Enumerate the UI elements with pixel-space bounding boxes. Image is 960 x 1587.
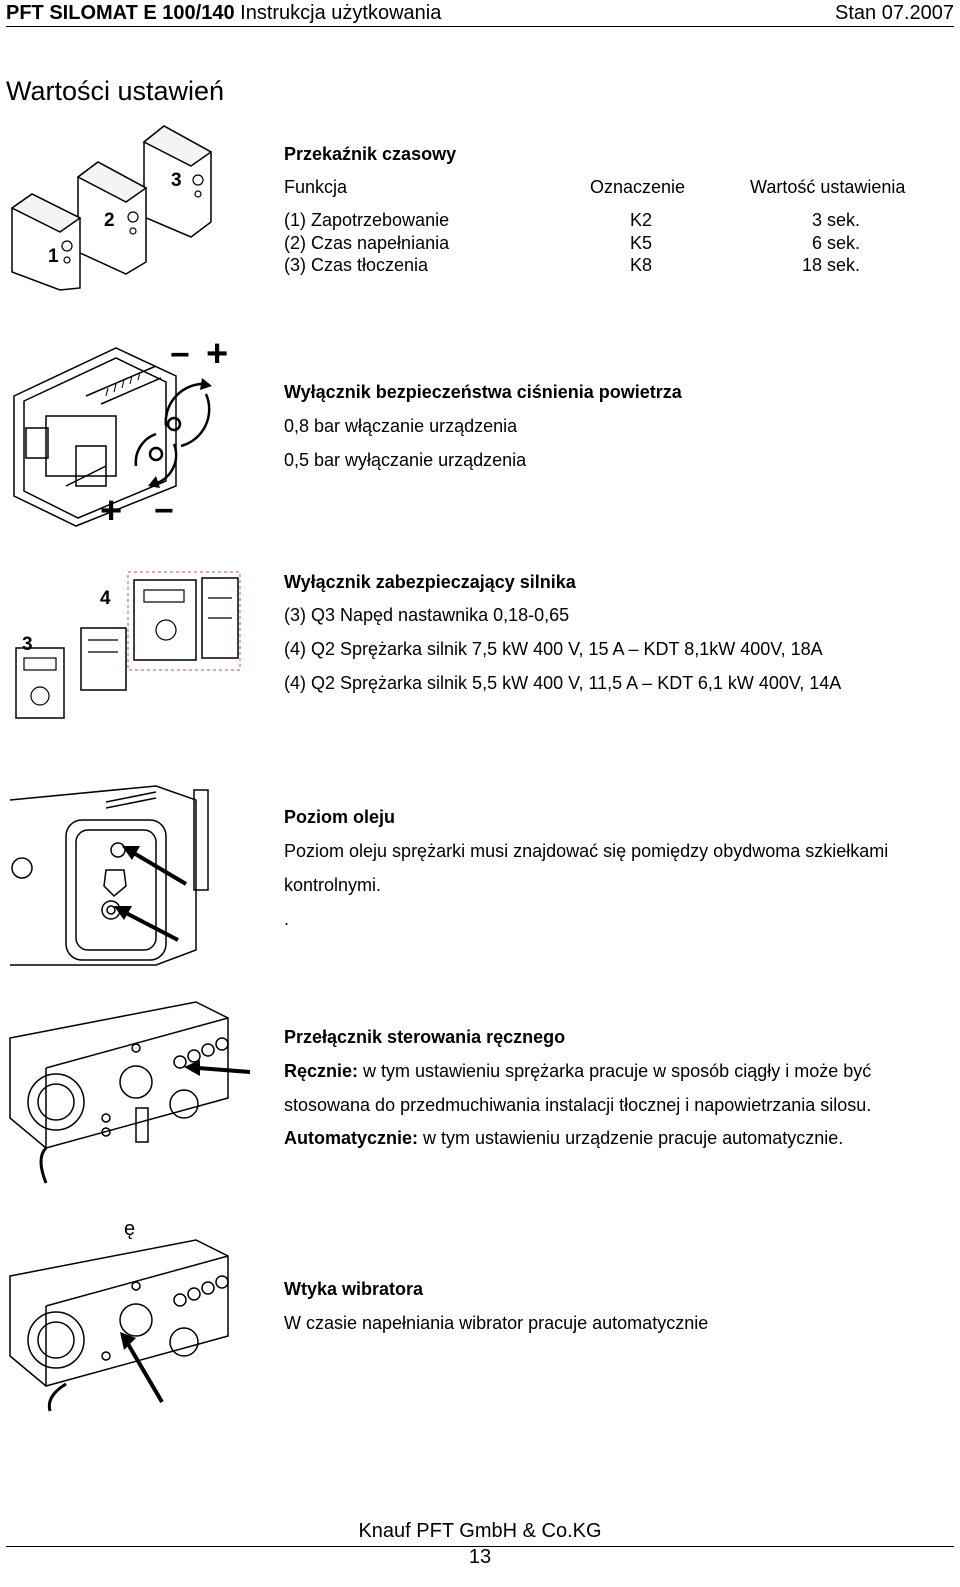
vibrator-arrow-icon bbox=[118, 1330, 168, 1406]
figure-label-3: 3 bbox=[171, 170, 182, 191]
manual-switch-line-2: stosowana do przedmuchiwania instalacji tłocznej i napowietrzania silosu. bbox=[284, 1095, 872, 1115]
auto-label: Automatycznie: bbox=[284, 1128, 419, 1148]
manual-switch-figure bbox=[6, 998, 256, 1188]
header-date: Stan 07.2007 bbox=[835, 2, 954, 24]
row-2-function: (2) Czas napełniania bbox=[284, 233, 450, 253]
vibrator-heading: Wtyka wibratora bbox=[284, 1279, 424, 1299]
pressure-line-2: 0,5 bar wyłączanie urządzenia bbox=[284, 450, 527, 470]
oil-arrow-upper-icon bbox=[120, 840, 190, 890]
auto-text: w tym ustawieniu urządzenie pracuje automatycznie. bbox=[418, 1128, 844, 1148]
motor-line-1: (3) Q3 Napęd nastawnika 0,18-0,65 bbox=[284, 605, 570, 625]
row-3-code: K8 bbox=[630, 255, 653, 275]
oil-line-3: . bbox=[284, 909, 290, 929]
col-value-header: Wartość ustawienia bbox=[750, 177, 906, 197]
timer-relay-heading: Przekaźnik czasowy bbox=[284, 144, 457, 164]
oil-line-2: kontrolnymi. bbox=[284, 875, 382, 895]
manual-switch-arrow-icon bbox=[182, 1058, 252, 1082]
row-1-value: 3 sek. bbox=[811, 210, 860, 230]
manual-switch-heading: Przełącznik sterowania ręcznego bbox=[284, 1027, 566, 1047]
pressure-plus-top: + bbox=[206, 333, 229, 375]
page-header bbox=[6, 0, 954, 27]
oil-arrow-lower-icon bbox=[112, 902, 182, 944]
oil-heading: Poziom oleju bbox=[284, 807, 396, 827]
motor-line-2: (4) Q2 Sprężarka silnik 7,5 kW 400 V, 15 A – KDT 8,1kW 400V, 18A bbox=[284, 639, 823, 659]
footer-company: Knauf PFT GmbH & Co.KG bbox=[358, 1520, 602, 1542]
pressure-line-1: 0,8 bar włączanie urządzenia bbox=[284, 416, 518, 436]
stray-character: ę bbox=[124, 1218, 136, 1240]
header-left bbox=[6, 2, 441, 25]
row-1-function: (1) Zapotrzebowanie bbox=[284, 210, 450, 230]
row-3-value: 18 sek. bbox=[801, 255, 860, 275]
col-function-header: Funkcja bbox=[284, 177, 348, 197]
pressure-minus-top: − bbox=[170, 336, 190, 374]
oil-line-1: Poziom oleju sprężarki musi znajdować się pomiędzy obydwoma szkiełkami bbox=[284, 841, 889, 861]
manual-text: w tym ustawieniu sprężarka pracuje w sposób ciągły i może być bbox=[358, 1061, 872, 1081]
header-doc: Instrukcja użytkowania bbox=[240, 2, 442, 24]
manual-label: Ręcznie: bbox=[284, 1061, 359, 1081]
figure-label-2: 2 bbox=[104, 210, 115, 231]
vibrator-line: W czasie napełniania wibrator pracuje automatycznie bbox=[284, 1313, 709, 1333]
row-2-code: K5 bbox=[630, 233, 653, 253]
row-3-function: (3) Czas tłoczenia bbox=[284, 255, 429, 275]
page-number: 13 bbox=[468, 1546, 492, 1568]
motor-line-3: (4) Q2 Sprężarka silnik 5,5 kW 400 V, 11,5 A – KDT 6,1 kW 400V, 14A bbox=[284, 673, 842, 693]
pressure-plus-bottom: + bbox=[100, 490, 123, 532]
motor-protection-figure bbox=[6, 568, 246, 728]
row-2-value: 6 sek. bbox=[811, 233, 860, 253]
header-product: PFT SILOMAT E 100/140 bbox=[6, 2, 235, 24]
motor-figure-label-4: 4 bbox=[100, 588, 111, 609]
row-1-code: K2 bbox=[630, 210, 653, 230]
pressure-minus-bottom: − bbox=[154, 492, 174, 530]
manual-switch-line-3 bbox=[284, 1128, 843, 1149]
page-title: Wartości ustawień bbox=[6, 76, 225, 106]
motor-figure-label-3: 3 bbox=[22, 634, 33, 655]
col-code-header: Oznaczenie bbox=[590, 177, 686, 197]
manual-switch-line-1 bbox=[284, 1061, 871, 1082]
pressure-heading: Wyłącznik bezpieczeństwa ciśnienia powietrza bbox=[284, 382, 682, 402]
timer-relay-figure bbox=[6, 122, 216, 292]
figure-label-1: 1 bbox=[48, 246, 59, 267]
motor-heading: Wyłącznik zabezpieczający silnika bbox=[284, 572, 576, 592]
